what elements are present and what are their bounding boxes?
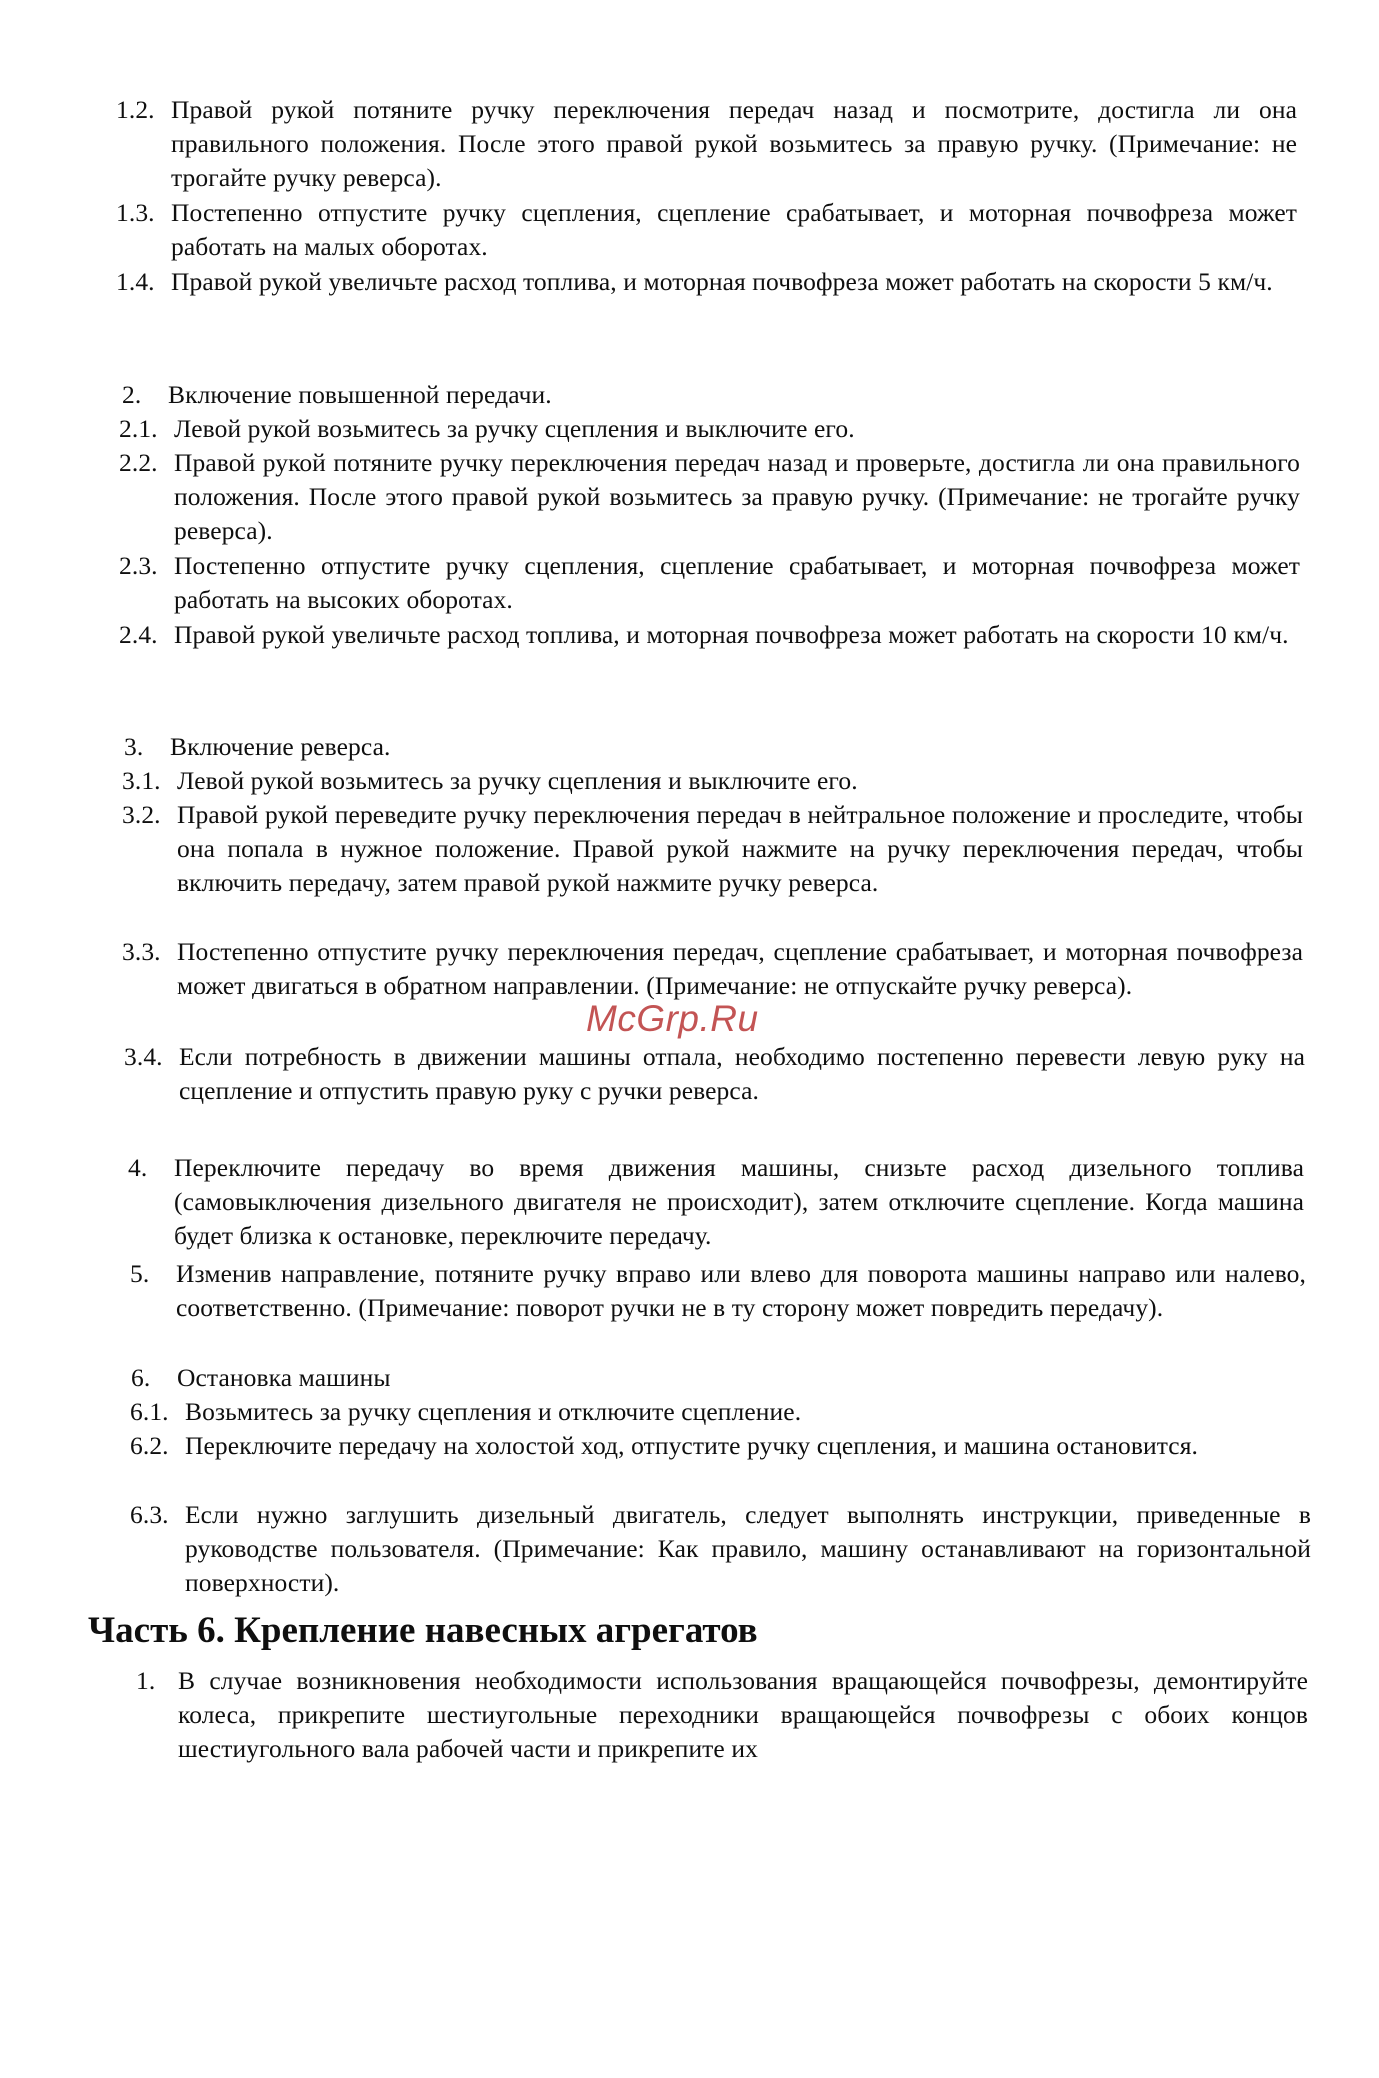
- list-item: [116, 265, 1297, 299]
- item-text: Переключите передачу во время движения машины, снизьте расход дизельного топлива (самовыключения дизельного двигателя не происходит), затем отключите сцепление. Когда машина будет близка к остановке, переключите передачу.: [174, 1153, 1304, 1250]
- list-item: [122, 378, 1294, 412]
- item-number: 2.: [122, 380, 142, 409]
- item-text: Постепенно отпустите ручку сцепления, сцепление срабатывает, и моторная почвофреза может работать на малых оборотах.: [171, 198, 1297, 261]
- item-number: 5.: [130, 1259, 150, 1288]
- item-text: Правой рукой потяните ручку переключения передач назад и проверьте, достигла ли она правильного положения. После этого правой рукой возьмитесь за правую ручку. (Примечание: не трогайте ручку реверса).: [174, 448, 1300, 545]
- item-text: Изменив направление, потяните ручку вправо или влево для поворота машины направо или налево, соответственно. (Примечание: поворот ручки не в ту сторону может повредить передачу).: [176, 1259, 1306, 1322]
- item-number: 2.1.: [119, 414, 158, 443]
- item-text: Включение повышенной передачи.: [168, 380, 552, 409]
- item-number: 6.3.: [130, 1500, 169, 1529]
- list-item: [130, 1395, 1311, 1429]
- item-number: 1.2.: [116, 95, 155, 124]
- list-item: [130, 1498, 1311, 1600]
- item-text: Правой рукой увеличьте расход топлива, и моторная почвофреза может работать на скорости 10 км/ч.: [174, 620, 1289, 649]
- item-text: Левой рукой возьмитесь за ручку сцепления и выключите его.: [177, 766, 858, 795]
- item-number: 3.3.: [122, 937, 161, 966]
- item-text: Включение реверса.: [170, 732, 391, 761]
- list-item: [122, 935, 1303, 1003]
- item-number: 6.1.: [130, 1397, 169, 1426]
- item-text: Переключите передачу на холостой ход, отпустите ручку сцепления, и машина остановится.: [185, 1431, 1199, 1460]
- section-heading: Часть 6. Крепление навесных агрегатов: [88, 1610, 758, 1651]
- item-text: Остановка машины: [177, 1363, 391, 1392]
- item-text: Если потребность в движении машины отпала, необходимо постепенно перевести левую руку на сцепление и отпустить правую руку с ручки реверса.: [179, 1042, 1305, 1105]
- item-number: 6.: [131, 1363, 151, 1392]
- list-item: [122, 764, 1303, 798]
- item-text: Правой рукой переведите ручку переключения передач в нейтральное положение и проследите, чтобы она попала в нужное положение. Правой рукой нажмите на ручку переключения передач, чтобы включить передачу, затем правой рукой нажмите ручку реверса.: [177, 800, 1303, 897]
- list-item: [122, 798, 1303, 900]
- item-number: 1.: [136, 1666, 156, 1695]
- item-number: 2.2.: [119, 448, 158, 477]
- item-text: Постепенно отпустите ручку переключения передач, сцепление срабатывает, и моторная почвофреза может двигаться в обратном направлении. (Примечание: не отпускайте ручку реверса).: [177, 937, 1303, 1000]
- item-text: Правой рукой увеличьте расход топлива, и моторная почвофреза может работать на скорости 5 км/ч.: [171, 267, 1273, 296]
- list-item: [130, 1429, 1311, 1463]
- item-number: 1.4.: [116, 267, 155, 296]
- list-item: [116, 196, 1297, 264]
- item-number: 3.2.: [122, 800, 161, 829]
- list-item: [119, 618, 1300, 652]
- list-item: [119, 412, 1300, 446]
- item-text: В случае возникновения необходимости использования вращающейся почвофрезы, демонтируйте колеса, прикрепите шестиугольные переходники вращающейся почвофрезы с обоих концов шестиугольного вала рабочей части и прикрепите их: [178, 1666, 1308, 1763]
- watermark-text: McGrp.Ru: [586, 998, 759, 1039]
- list-item: [119, 446, 1300, 548]
- item-text: Постепенно отпустите ручку сцепления, сцепление срабатывает, и моторная почвофреза может работать на высоких оборотах.: [174, 551, 1300, 614]
- item-number: 6.2.: [130, 1431, 169, 1460]
- list-item: [124, 730, 1296, 764]
- list-item: [128, 1151, 1304, 1253]
- item-number: 2.4.: [119, 620, 158, 649]
- item-number: 2.3.: [119, 551, 158, 580]
- item-number: 4.: [128, 1153, 148, 1182]
- item-text: Возьмитесь за ручку сцепления и отключите сцепление.: [185, 1397, 802, 1426]
- item-text: Если нужно заглушить дизельный двигатель, следует выполнять инструкции, приведенные в руководстве пользователя. (Примечание: Как правило, машину останавливают на горизонтальной поверхности).: [185, 1500, 1311, 1597]
- item-text: Левой рукой возьмитесь за ручку сцепления и выключите его.: [174, 414, 855, 443]
- list-item: [130, 1257, 1306, 1325]
- item-number: 3.1.: [122, 766, 161, 795]
- list-item: [131, 1361, 1303, 1395]
- list-item: [116, 93, 1297, 195]
- list-item: [124, 1040, 1305, 1108]
- item-text: Правой рукой потяните ручку переключения передач назад и посмотрите, достигла ли она правильного положения. После этого правой рукой возьмитесь за правую ручку. (Примечание: не трогайте ручку реверса).: [171, 95, 1297, 192]
- item-number: 3.4.: [124, 1042, 163, 1071]
- list-item: [136, 1664, 1308, 1766]
- item-number: 1.3.: [116, 198, 155, 227]
- list-item: [119, 549, 1300, 617]
- item-number: 3.: [124, 732, 144, 761]
